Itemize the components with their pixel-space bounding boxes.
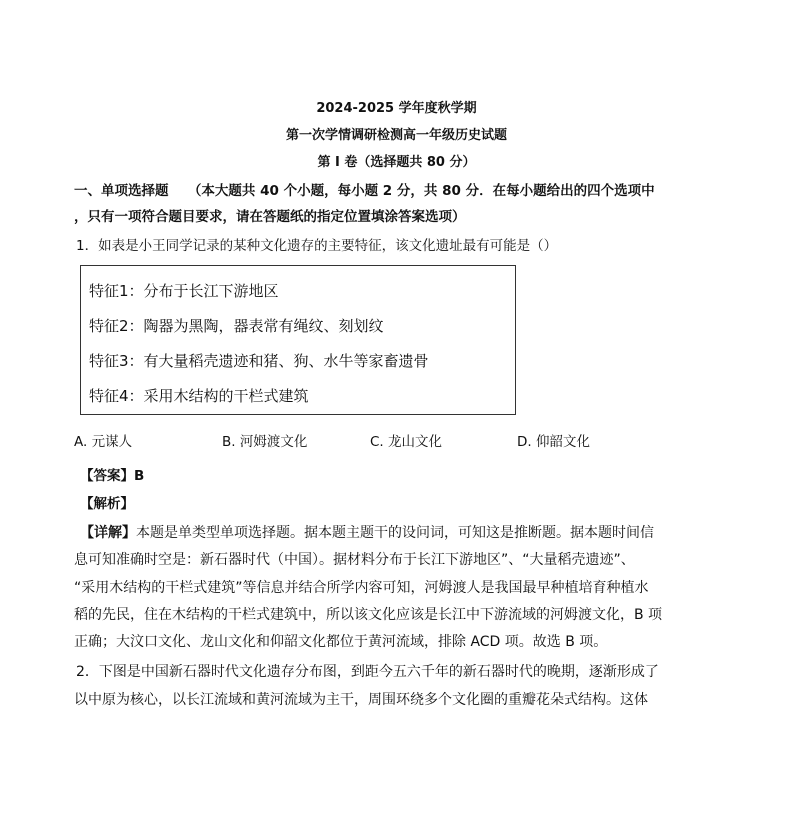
- exam-title: 第一次学情调研检测高一年级历史试题: [285, 128, 507, 143]
- q1-option-b: B. 河姆渡文化: [222, 434, 308, 450]
- q1-option-c: C. 龙山文化: [370, 434, 443, 450]
- detail-line-2: 息可知准确时空是：新石器时代（中国）。据材料分布于长江下游地区”、“大量稻壳遗迹”、: [74, 552, 635, 568]
- q1-option-d: D. 仰韶文化: [517, 434, 590, 450]
- detail-text-1: 本题是单类型单项选择题。据本题主题干的设问词，可知这是推断题。据本题时间信: [136, 525, 654, 541]
- detail-label: 【详解】: [80, 525, 136, 541]
- q1-stem: 1．如表是小王同学记录的某种文化遗存的主要特征，该文化遗址最有可能是（）: [76, 238, 558, 254]
- feature-2: 特征2：陶器为黑陶，器表常有绳纹、刻划纹: [89, 317, 384, 335]
- volume-title: 第 I 卷（选择题共 80 分）: [317, 155, 476, 170]
- feature-1: 特征1：分布于长江下游地区: [89, 282, 279, 300]
- q1-answer: [80, 464, 144, 484]
- feature-4: 特征4：采用木结构的干栏式建筑: [89, 387, 309, 405]
- section-instruction-2: ，只有一项符合题目要求，请在答题纸的指定位置填涂答案选项）: [74, 209, 466, 225]
- section-instruction-1: （本大题共 40 个小题，每小题 2 分，共 80 分．在每小题给出的四个选项中: [187, 183, 655, 199]
- feature-3: 特征3：有大量稻壳遗迹和猪、狗、水牛等家畜遗骨: [89, 352, 429, 370]
- detail-line-3: “采用木结构的干栏式建筑”等信息并结合所学内容可知，河姆渡人是我国最早种植培育种植水: [74, 580, 649, 596]
- q2-line-2: 以中原为核心，以长江流域和黄河流域为主干，周围环绕多个文化圈的重瓣花朵式结构。这体: [74, 692, 648, 708]
- q1-feature-table: [80, 265, 516, 415]
- detail-line-5: 正确；大汶口文化、龙山文化和仰韶文化都位于黄河流域，排除 ACD 项。故选 B 项。: [74, 634, 608, 650]
- year-term-title: 2024-2025 学年度秋学期: [316, 101, 477, 116]
- section-heading: 一、单项选择题: [74, 183, 169, 199]
- answer-label: 【答案】: [80, 468, 134, 484]
- section-header-line: [74, 179, 655, 199]
- q2-line-1: 2．下图是中国新石器时代文化遗存分布图，到距今五六千年的新石器时代的晚期，逐渐形成了: [76, 664, 659, 680]
- analysis-label: 【解析】: [80, 496, 134, 512]
- answer-value: B: [134, 468, 145, 484]
- detail-line-1: [80, 522, 654, 542]
- q1-option-a: A. 元谋人: [74, 434, 133, 450]
- detail-line-4: 稻的先民，住在木结构的干栏式建筑中，所以该文化应该是长江中下游流域的河姆渡文化，B 项: [74, 607, 663, 623]
